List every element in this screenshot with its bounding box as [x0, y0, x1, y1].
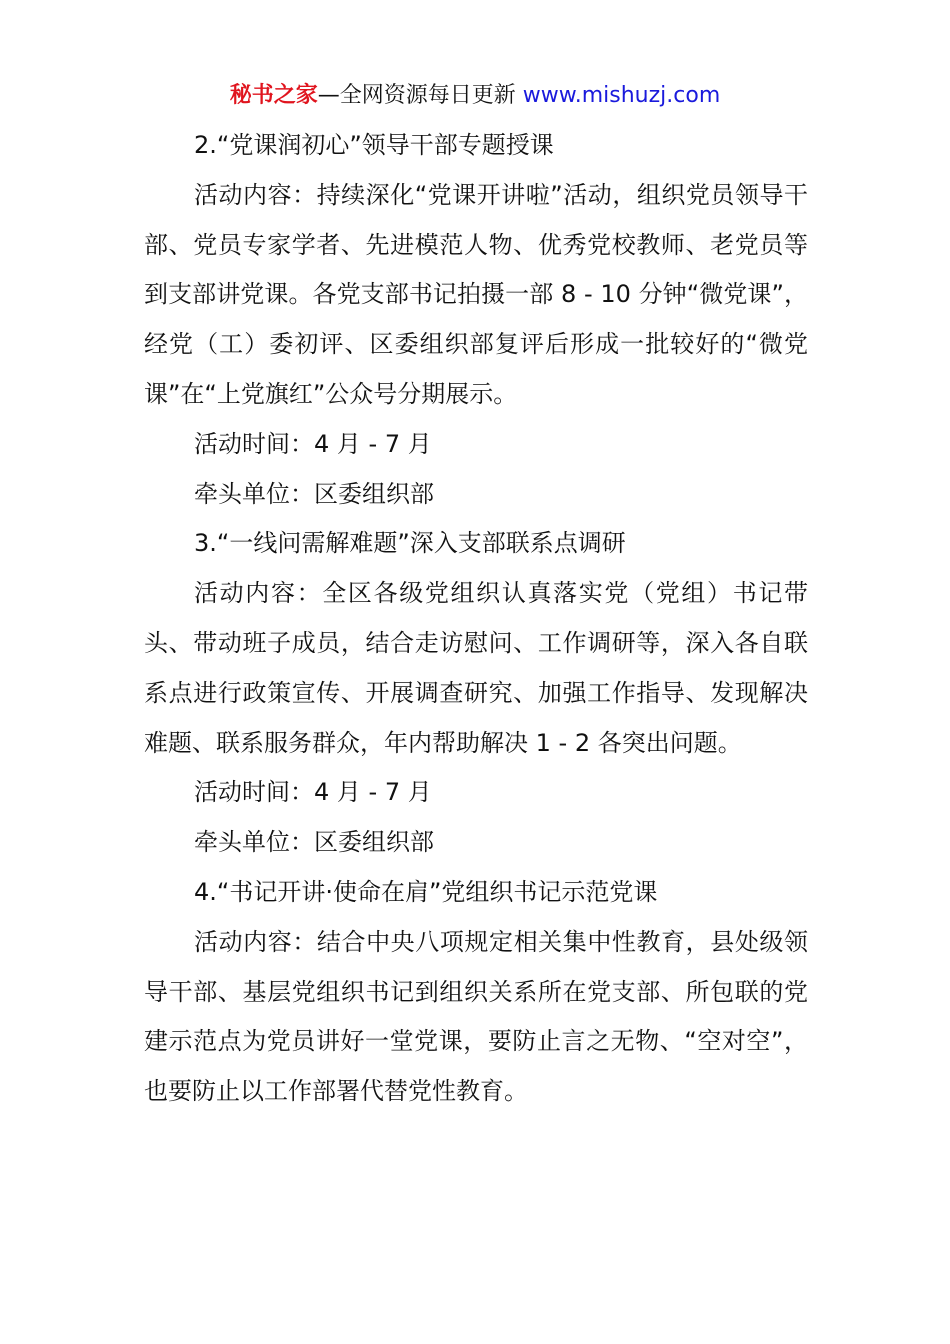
activity-time: 活动时间：4 月 - 7 月: [194, 429, 432, 458]
brand-name: 秘书之家: [229, 83, 318, 108]
activity-content-paragraph: 活动内容：结合中央八项规定相关集中性教育，县处级领导干部、基层党组织书记到组织关系所在党支部、所包联的党建示范点为党员讲好一堂党课，要防止言之无物、“空对空”，也要防止以工作部署代替党性教育。: [144, 927, 808, 1106]
site-url-link[interactable]: www.mishuzj.com: [522, 83, 721, 108]
site-header: [0, 80, 950, 112]
lead-unit: 牵头单位：区委组织部: [194, 479, 434, 508]
section-heading-3: 3.“一线问需解难题”深入支部联系点调研: [194, 529, 626, 558]
activity-content-paragraph: 活动内容：持续深化“党课开讲啦”活动，组织党员领导干部、党员专家学者、先进模范人物、优秀党校教师、老党员等到支部讲党课。各党支部书记拍摄一部 8 - 10 分钟“微党课”，经党（工）委初评、区委组织部复评后形成一批较好的“微党课”在“上党旗红”公众号分期展示。: [144, 180, 808, 408]
site-tagline: —全网资源每日更新: [317, 83, 516, 108]
activity-content-paragraph: 活动内容：全区各级党组织认真落实党（党组）书记带头、带动班子成员，结合走访慰问、工作调研等，深入各自联系点进行政策宣传、开展调查研究、加强工作指导、发现解决难题、联系服务群众，年内帮助解决 1 - 2 各突出问题。: [144, 579, 808, 757]
document-body: [144, 121, 808, 1117]
activity-time: 活动时间：4 月 - 7 月: [194, 778, 432, 807]
lead-unit: 牵头单位：区委组织部: [194, 828, 434, 857]
section-heading-2: 2.“党课润初心”领导干部专题授课: [194, 131, 554, 159]
section-heading-4: 4.“书记开讲·使命在肩”党组织书记示范党课: [194, 877, 658, 906]
